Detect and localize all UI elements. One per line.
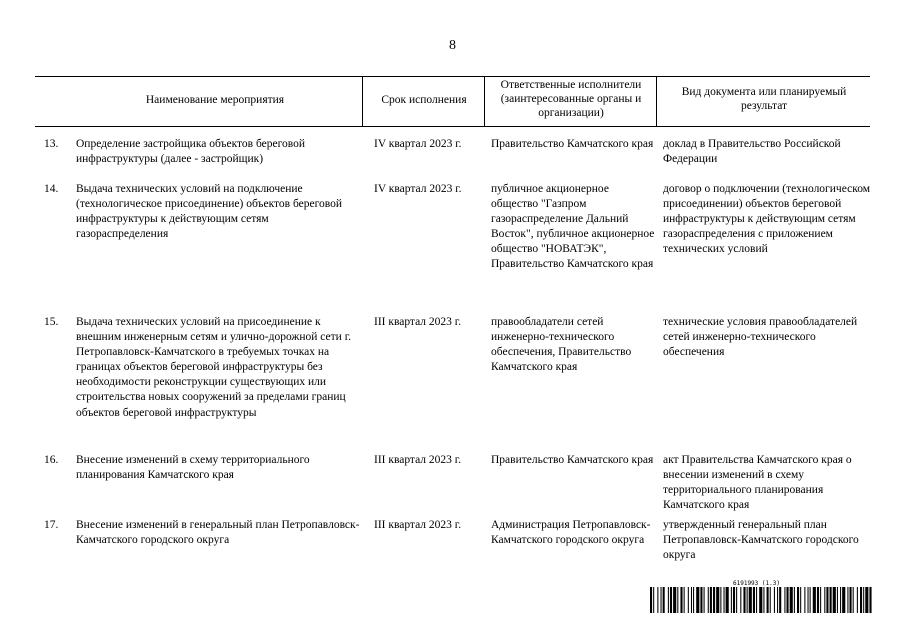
header-divider: [656, 76, 657, 126]
row-number: 17.: [44, 519, 59, 531]
row-number: 13.: [44, 138, 59, 150]
row-deadline: III квартал 2023 г.: [374, 519, 462, 531]
table-top-rule: [35, 76, 870, 77]
row-result: утвержденный генеральный план Петропавловск-Камчатского городского округа: [663, 519, 859, 562]
row-number: 14.: [44, 183, 59, 195]
row-event-name: Выдача технических условий на подключение (технологическое присоединение) объектов береговой инфраструктуры к действующим сетям газораспределения: [76, 183, 343, 241]
row-number: 15.: [44, 316, 59, 328]
header-result: Вид документа или планируемый результат: [681, 86, 847, 112]
page-number: 8: [449, 38, 456, 53]
row-result: технические условия правообладателей сетей инженерно-технического обеспечения: [663, 316, 858, 359]
row-deadline: IV квартал 2023 г.: [374, 183, 462, 195]
header-event-name: Наименование мероприятия: [145, 94, 285, 106]
row-result: договор о подключении (технологическом присоединении) объектов береговой инфраструктуры к действующим сетям газораспределения с приложением технических условий: [663, 183, 871, 256]
row-result: акт Правительства Камчатского края о внесении изменений в схему территориального планирования Камчатского края: [663, 454, 852, 512]
header-divider: [362, 76, 363, 126]
row-responsible: правообладатели сетей инженерно-технического обеспечения, Правительство Камчатского края: [491, 316, 632, 374]
barcode-label: 6191993 (1.3): [733, 580, 780, 587]
row-event-name: Определение застройщика объектов береговой инфраструктуры (далее - застройщик): [76, 138, 306, 166]
row-event-name: Внесение изменений в генеральный план Петропавловск-Камчатского городского округа: [76, 519, 360, 547]
row-responsible: Администрация Петропавловск-Камчатского городского округа: [491, 519, 651, 547]
header-divider: [484, 76, 485, 126]
row-responsible: Правительство Камчатского края: [491, 454, 654, 466]
barcode-image: [650, 587, 872, 613]
row-result: доклад в Правительство Российской Федерации: [663, 138, 841, 166]
row-responsible: публичное акционерное общество "Газпром газораспределение Дальний Восток", публичное акционерное общество "НОВАТЭК", Правительство Камчатского края: [491, 183, 655, 271]
row-deadline: III квартал 2023 г.: [374, 454, 462, 466]
row-deadline: III квартал 2023 г.: [374, 316, 462, 328]
header-deadline: Срок исполнения: [381, 94, 467, 106]
header-responsible: Ответственные исполнители (заинтересованные органы и организации): [500, 79, 642, 119]
row-responsible: Правительство Камчатского края: [491, 138, 654, 150]
row-deadline: IV квартал 2023 г.: [374, 138, 462, 150]
row-number: 16.: [44, 454, 59, 466]
row-event-name: Внесение изменений в схему территориального планирования Камчатского края: [76, 454, 310, 482]
row-event-name: Выдача технических условий на присоединение к внешним инженерным сетям и улично-дорожной сети г. Петропавловск-Камчатского в требуемых точках на границах объектов береговой инфраструктуры без необходимости реконструкции существующих или строительства новых сооружений за пределами границ объектов береговой инфраструктуры: [76, 316, 351, 419]
table-header-bottom-rule: [35, 126, 870, 127]
